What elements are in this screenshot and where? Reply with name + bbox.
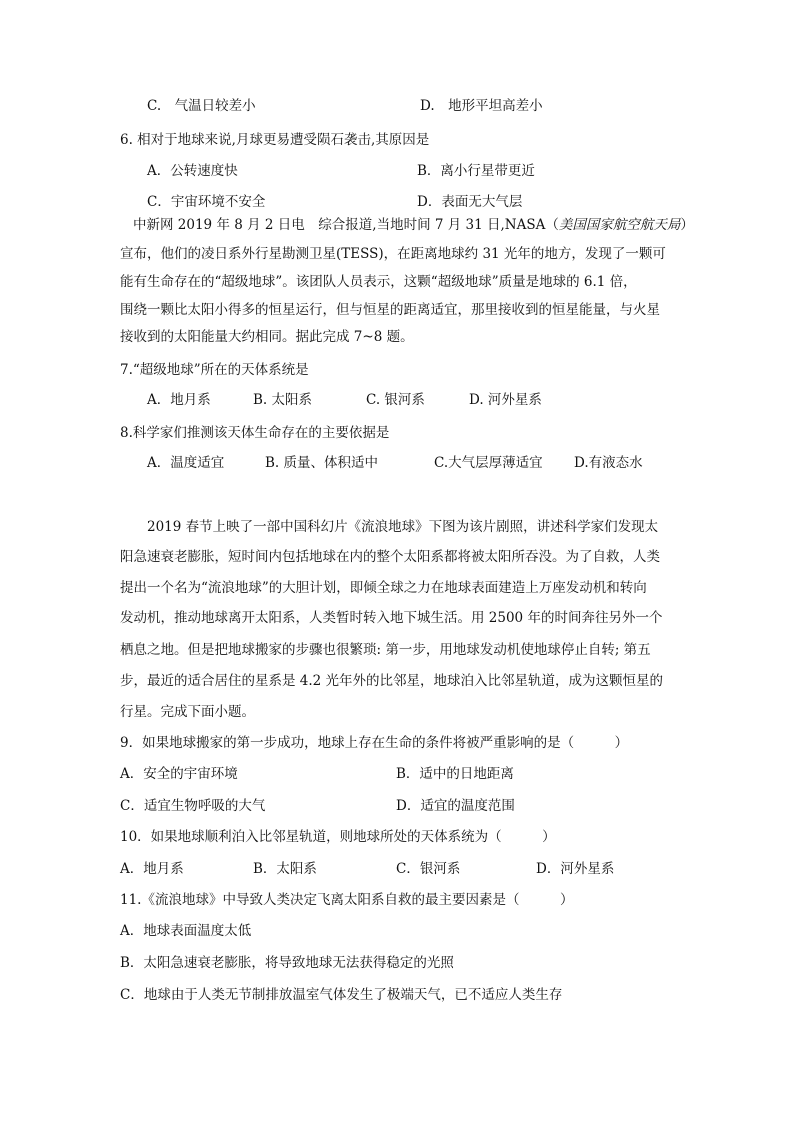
q10-option-b: B．太阳系	[253, 861, 317, 877]
passage2-line-7: 行星。完成下面小题。	[120, 704, 255, 720]
q11-option-b: B．太阳急速衰老膨胀，将导致地球无法获得稳定的光照	[120, 955, 454, 971]
q11-stem: 11.《流浪地球》中导致人类决定飞离太阳系自救的最主要因素是（ ）	[120, 892, 574, 908]
passage1-nasa-note: 美国国家航空航天局	[558, 217, 681, 233]
q9-option-d: D．适宜的温度范围	[396, 798, 515, 814]
passage2-line-4: 发动机，推动地球离开太阳系，人类暂时转入地下城生活。用 2500 年的时间奔往另外一个	[120, 610, 663, 626]
passage1-line-5: 接收到的太阳能量大约相同。据此完成 7~8 题。	[120, 329, 414, 345]
q9-option-a: A．安全的宇宙环境	[120, 766, 238, 782]
q9-option-b: B．适中的日地距离	[396, 766, 514, 782]
passage2-line-2: 阳急速衰老膨胀，短时间内包括地球在内的整个太阳系都将被太阳所吞没。为了自救，人类	[120, 549, 660, 565]
passage1-line-3: 能有生命存在的“超级地球”。该团队人员表示，这颗“超级地球”质量是地球的 6.1 倍，	[120, 274, 637, 290]
q7-option-c: C. 银河系	[366, 392, 425, 408]
q11-option-c: C．地球由于人类无节制排放温室气体发生了极端天气，已不适应人类生存	[120, 987, 563, 1003]
q5-option-d: D. 地形平坦高差小	[420, 98, 543, 114]
q11-option-a: A．地球表面温度太低	[120, 923, 252, 939]
passage2-line-6: 步，最近的适合居住的星系是 4.2 光年外的比邻星，地球泊入比邻星轨道，成为这颗恒星的	[120, 673, 664, 689]
q10-option-c: C．银河系	[396, 861, 461, 877]
q9-stem: 9．如果地球搬家的第一步成功，地球上存在生命的条件将被严重影响的是（ ）	[120, 735, 629, 751]
q6-stem: 6. 相对于地球来说,月球更易遭受陨石袭击,其原因是	[120, 132, 430, 148]
q10-stem: 10．如果地球顺利泊入比邻星轨道，则地球所处的天体系统为（ ）	[120, 829, 556, 845]
q7-option-d: D. 河外星系	[469, 392, 542, 408]
q8-option-d: D.有液态水	[574, 455, 643, 471]
passage1-line-1: 中新网 2019 年 8 月 2 日电 综合报道,当地时间 7 月 31 日,NASA（美国国家航空航天局）	[133, 217, 694, 233]
q10-option-d: D．河外星系	[536, 861, 615, 877]
q8-option-a: A．温度适宜	[147, 455, 225, 471]
q8-option-c: C.大气层厚薄适宜	[434, 455, 543, 471]
passage2-line-5: 栖息之地。但是把地球搬家的步骤也很繁琐: 第一步，用地球发动机使地球停止自转; 第五	[120, 642, 651, 658]
q8-option-b: B. 质量、体积适中	[265, 455, 379, 471]
q7-stem: 7.“超级地球”所在的天体系统是	[120, 362, 309, 378]
q6-option-c: C．宇宙环境不安全	[147, 194, 266, 210]
q8-stem: 8.科学家们推测该天体生命存在的主要依据是	[120, 425, 390, 441]
passage1-line-2: 宣布，他们的凌日系外行星勘测卫星(TESS)，在距离地球约 31 光年的地方，发现了一颗可	[120, 246, 666, 262]
q10-option-a: A．地月系	[120, 861, 184, 877]
q5-option-c: C. 气温日较差小	[147, 98, 256, 114]
passage2-line-1: 2019 春节上映了一部中国科幻片《流浪地球》下图为该片剧照，讲述科学家们发现太	[147, 519, 659, 535]
q6-option-d: D．表面无大气层	[417, 194, 523, 210]
q9-option-c: C．适宜生物呼吸的大气	[120, 798, 266, 814]
passage1-line-4: 围绕一颗比太阳小得多的恒星运行，但与恒星的距离适宜，那里接收到的恒星能量，与火星	[120, 302, 660, 318]
q6-option-b: B．离小行星带更近	[417, 163, 535, 179]
q7-option-a: A．地月系	[147, 392, 211, 408]
passage2-line-3: 提出一个名为“流浪地球”的大胆计划，即倾全球之力在地球表面建造上万座发动机和转向	[120, 580, 647, 596]
q7-option-b: B. 太阳系	[253, 392, 313, 408]
q6-option-a: A．公转速度快	[147, 163, 238, 179]
